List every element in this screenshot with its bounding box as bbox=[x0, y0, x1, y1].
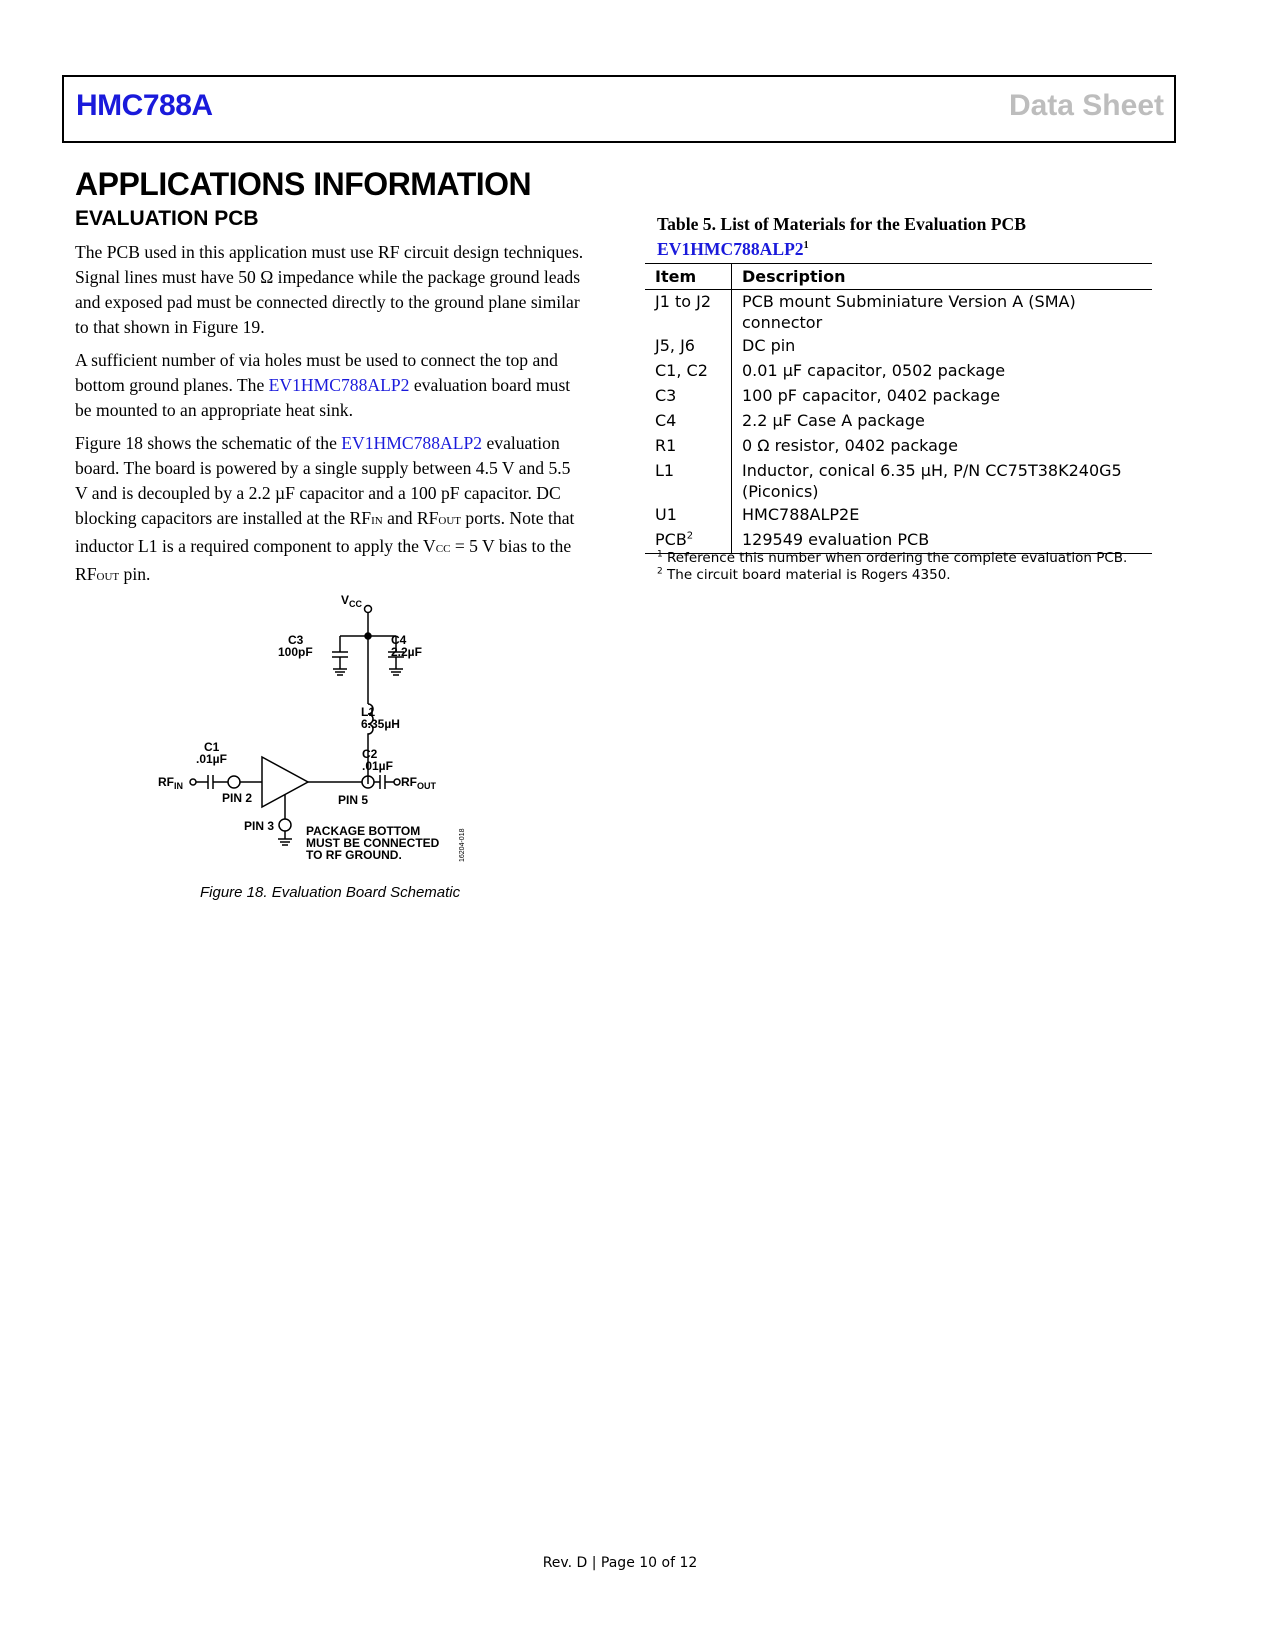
c2-value: .01µF bbox=[362, 759, 393, 773]
footnote-number: 1 bbox=[657, 549, 663, 560]
text-run: A sufficient number of via holes must be used to connect the top and bottom ground planes. The bbox=[75, 350, 558, 395]
footnote-text: Reference this number when ordering the complete evaluation PCB. bbox=[662, 550, 1128, 566]
item-cell: C4 bbox=[645, 409, 732, 434]
body-text bbox=[75, 240, 585, 598]
table-footnotes bbox=[657, 550, 1127, 584]
subscript: CC bbox=[435, 543, 451, 555]
item-cell: J5, J6 bbox=[645, 334, 732, 359]
footnote bbox=[657, 567, 1127, 584]
item-cell: J1 to J2 bbox=[645, 290, 732, 335]
footnote-ref: 2 bbox=[686, 530, 694, 542]
subscript: OUT bbox=[438, 515, 462, 527]
eval-board-link[interactable]: EV1HMC788ALP2 bbox=[341, 433, 483, 453]
evaluation-board-schematic bbox=[158, 592, 498, 882]
subscript: IN bbox=[371, 515, 383, 527]
section-title: APPLICATIONS INFORMATION bbox=[75, 166, 532, 202]
item-cell: U1 bbox=[645, 503, 732, 528]
text-run: and RF bbox=[382, 508, 439, 528]
materials-table bbox=[645, 263, 1152, 554]
vcc-terminal bbox=[365, 606, 372, 613]
table-header-row bbox=[645, 264, 1152, 290]
text-run: evaluation board. The board is powered by a single supply between 4.5 V and 5.5 V and is decoupled by a 2.2 µF capacitor and a 100 pF capacitor. DC blocking capacitors are installed at the RF bbox=[75, 433, 571, 528]
item-text: PCB bbox=[655, 530, 687, 549]
subscript: OUT bbox=[96, 571, 120, 583]
c1-name: C1 bbox=[204, 740, 220, 754]
paragraph-3 bbox=[75, 431, 585, 590]
footnote-text: The circuit board material is Rogers 4350. bbox=[662, 567, 951, 583]
footnote-number: 2 bbox=[657, 566, 663, 577]
doc-type-label: Data Sheet bbox=[1008, 89, 1164, 122]
table-row bbox=[645, 359, 1152, 384]
pin-5-label: PIN 5 bbox=[338, 793, 369, 807]
pin-3-label: PIN 3 bbox=[244, 819, 275, 833]
c2-name: C2 bbox=[362, 747, 378, 761]
rf-out-label: $RF_{OUT}$ bbox=[401, 775, 436, 791]
description-cell: HMC788ALP2E bbox=[742, 505, 860, 524]
table-row bbox=[645, 409, 1152, 434]
pin-2-pad bbox=[228, 776, 240, 788]
description-cell: 100 pF capacitor, 0402 package bbox=[742, 386, 1001, 405]
rf-out-terminal bbox=[394, 779, 400, 785]
c1-value: .01µF bbox=[196, 752, 227, 766]
page-footer: Rev. D | Page 10 of 12 bbox=[542, 1555, 698, 1571]
l1-name: L1 bbox=[361, 705, 376, 719]
item-cell: C3 bbox=[645, 384, 732, 409]
table-title-text: Table 5. List of Materials for the Evaluation PCB bbox=[657, 214, 1026, 234]
rf-in-label: $RF_{IN}$ bbox=[158, 775, 183, 791]
pin-2-label: PIN 2 bbox=[222, 791, 253, 805]
subsection-title: EVALUATION PCB bbox=[75, 207, 259, 230]
table-row bbox=[645, 290, 1152, 335]
c4-value: 2.2µF bbox=[391, 645, 422, 659]
vcc-label: $V_{CC}$ bbox=[341, 593, 363, 609]
description-cell: Inductor, conical 6.35 µH, P/N CC75T38K240G5 (Piconics) bbox=[742, 461, 1122, 501]
footnote-ref: 1 bbox=[803, 240, 809, 252]
ground-note-line-1: PACKAGE BOTTOM bbox=[306, 824, 421, 838]
description-cell: DC pin bbox=[742, 336, 796, 355]
ground-note-line-3: TO RF GROUND. bbox=[306, 848, 402, 862]
description-cell: 0 Ω resistor, 0402 package bbox=[742, 436, 958, 455]
table-title bbox=[657, 212, 1157, 262]
c3-name: C3 bbox=[288, 633, 304, 647]
ground-note-line-2: MUST BE CONNECTED bbox=[306, 836, 440, 850]
table-row bbox=[645, 334, 1152, 359]
text-run: pin. bbox=[119, 564, 151, 584]
item-cell: L1 bbox=[645, 459, 732, 503]
column-header-description: Description bbox=[732, 264, 1153, 290]
part-number: HMC788A bbox=[76, 89, 213, 122]
paragraph-1: The PCB used in this application must use RF circuit design techniques. Signal lines must have 50 Ω impedance while the package ground leads and exposed pad must be connected directly to the ground plane similar to that shown in Figure 19. bbox=[75, 242, 584, 337]
footnote bbox=[657, 550, 1127, 567]
figure-code: 16204-018 bbox=[459, 828, 466, 862]
item-cell: R1 bbox=[645, 434, 732, 459]
paragraph-2 bbox=[75, 348, 585, 423]
pin-3-pad bbox=[279, 819, 291, 831]
column-header-item: Item bbox=[645, 264, 732, 290]
item-cell: C1, C2 bbox=[645, 359, 732, 384]
table-row bbox=[645, 384, 1152, 409]
text-run: = 5 V bias to the RF bbox=[75, 536, 572, 584]
table-row bbox=[645, 434, 1152, 459]
c3-value: 100pF bbox=[278, 645, 313, 659]
rf-in-terminal bbox=[190, 779, 196, 785]
c4-name: C4 bbox=[391, 633, 407, 647]
table-row bbox=[645, 459, 1152, 503]
text-run: ports. Note that inductor L1 is a required component to apply the V bbox=[75, 508, 575, 556]
table-row bbox=[645, 503, 1152, 528]
description-cell: 2.2 µF Case A package bbox=[742, 411, 925, 430]
text-run: evaluation board must be mounted to an appropriate heat sink. bbox=[75, 375, 571, 420]
l1-value: 6.35µH bbox=[361, 717, 400, 731]
eval-board-link[interactable]: EV1HMC788ALP2 bbox=[268, 375, 410, 395]
table-title-link[interactable]: EV1HMC788ALP2 bbox=[657, 239, 804, 259]
description-cell: PCB mount Subminiature Version A (SMA) connector bbox=[742, 292, 1076, 332]
description-cell: 129549 evaluation PCB bbox=[732, 528, 1153, 554]
page-header bbox=[62, 75, 1176, 143]
figure-caption: Figure 18. Evaluation Board Schematic bbox=[200, 884, 461, 901]
description-cell: 0.01 µF capacitor, 0502 package bbox=[742, 361, 1006, 380]
text-run: Figure 18 shows the schematic of the bbox=[75, 433, 342, 453]
